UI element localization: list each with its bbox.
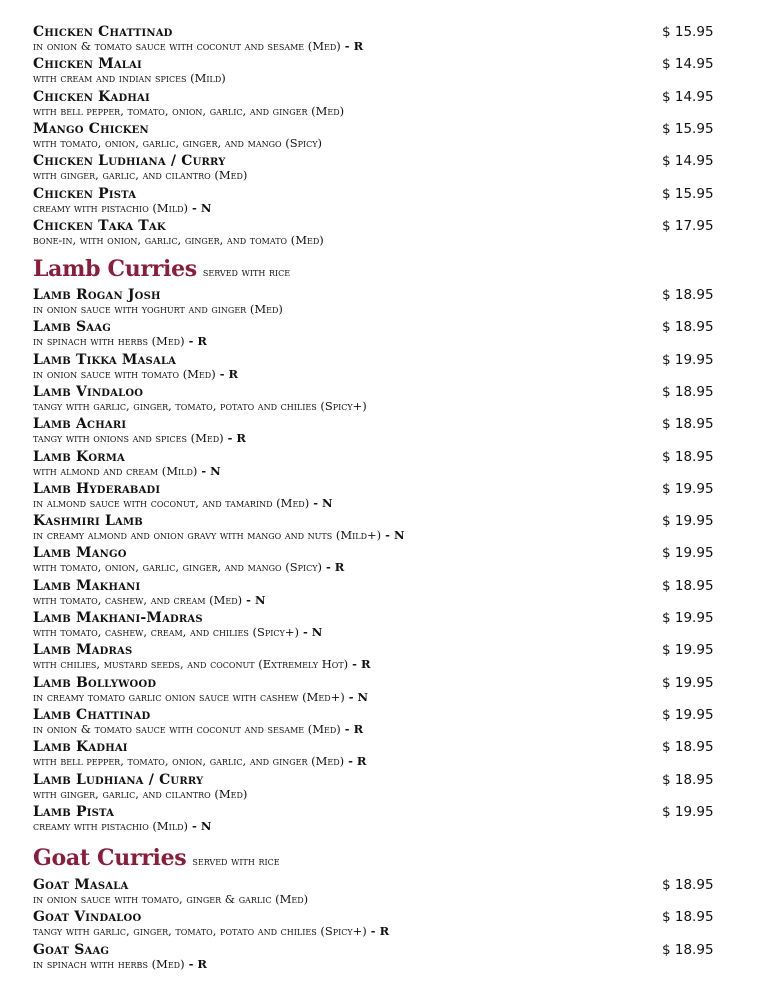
item-description-text: in almond sauce with coconut, and tamarind (Med): [33, 495, 310, 510]
tag-separator: -: [344, 689, 358, 704]
tag-separator: -: [344, 754, 357, 769]
item-description: [33, 754, 366, 768]
tag-separator: -: [340, 39, 354, 53]
item-name: Lamb Ludhiana / Curry: [33, 771, 204, 788]
tag-separator: -: [242, 592, 255, 607]
item-description: [33, 496, 333, 510]
item-description-text: in onion sauce with tomato (Med): [33, 366, 216, 381]
item-description: [33, 957, 207, 971]
tag-separator: -: [322, 560, 335, 575]
dietary-tag: R: [353, 721, 364, 736]
item-description: [33, 625, 322, 639]
item-name: Goat Masala: [33, 877, 129, 893]
item-price: $ 18.95: [662, 739, 714, 756]
item-description: [33, 302, 283, 316]
item-name: Lamb Madras: [33, 642, 133, 659]
item-description-text: with tomato, cashew, cream, and chilies (Spicy+): [33, 625, 299, 639]
item-name: Lamb Makhani: [33, 577, 141, 594]
tag-separator: -: [223, 431, 237, 446]
item-description-text: in onion & tomato sauce with coconut and sesame (Med): [33, 39, 341, 53]
item-name: Lamb Kadhai: [33, 739, 128, 756]
dietary-tag: R: [197, 334, 207, 349]
item-description-text: with ginger, garlic, and cilantro (Med): [33, 168, 248, 183]
item-price: $ 19.95: [662, 610, 714, 626]
item-name: Lamb Vindaloo: [33, 383, 144, 400]
item-price: $ 18.95: [662, 941, 714, 958]
item-name: Lamb Saag: [33, 319, 111, 336]
item-name: Chicken Pista: [33, 185, 137, 202]
item-description-text: with tomato, onion, garlic, ginger, and mango (Spicy): [33, 135, 322, 150]
dietary-tag: R: [228, 366, 239, 381]
item-description-text: in onion sauce with tomato, ginger & garlic (Med): [33, 892, 309, 906]
dietary-tag: R: [360, 657, 371, 672]
item-name: Chicken Taka Tak: [33, 217, 166, 234]
item-description: [33, 657, 371, 671]
item-price: $ 18.95: [662, 319, 714, 336]
item-description-text: with bell pepper, tomato, onion, garlic, and ginger (Med): [33, 754, 345, 769]
item-description: [33, 334, 207, 348]
item-description: [33, 136, 322, 150]
tag-separator: -: [366, 924, 380, 939]
item-price: $ 18.95: [662, 448, 714, 465]
item-description: [33, 528, 404, 542]
item-name: Lamb Achari: [33, 416, 127, 433]
item-description-text: in creamy almond and onion gravy with mango and nuts (Mild+): [33, 528, 382, 543]
item-price: $ 15.95: [662, 120, 714, 137]
item-description-text: in onion sauce with yoghurt and ginger (Med): [33, 302, 283, 316]
item-name: Chicken Ludhiana / Curry: [33, 153, 226, 170]
item-name: Chicken Chattinad: [33, 24, 173, 40]
item-description: [33, 690, 368, 704]
dietary-tag: R: [353, 39, 364, 53]
item-description: [33, 924, 389, 938]
item-price: $ 19.95: [662, 480, 714, 497]
dietary-tag: N: [321, 495, 333, 510]
dietary-tag: R: [356, 754, 367, 769]
item-name: Chicken Malai: [33, 56, 142, 73]
item-name: Kashmiri Lamb: [33, 513, 143, 530]
item-name: Lamb Bollywood: [33, 674, 157, 691]
item-name: Goat Saag: [33, 941, 110, 958]
tag-separator: -: [184, 334, 198, 349]
item-description-text: in creamy tomato garlic onion sauce with cashew (Med+): [33, 689, 345, 704]
tag-separator: -: [348, 657, 361, 672]
item-description: [33, 464, 221, 478]
dietary-tag: N: [200, 200, 212, 215]
item-description-text: in onion & tomato sauce with coconut and sesame (Med): [33, 721, 341, 736]
item-name: Goat Vindaloo: [33, 909, 142, 926]
item-name: Lamb Korma: [33, 448, 126, 465]
item-name: Lamb Tikka Masala: [33, 351, 177, 368]
item-price: $ 19.95: [662, 803, 714, 820]
item-description: [33, 892, 308, 906]
item-name: Lamb Chattinad: [33, 706, 151, 723]
dietary-tag: R: [197, 956, 207, 971]
item-price: $ 19.95: [662, 545, 714, 562]
tag-separator: -: [215, 366, 229, 381]
section-subtitle: served with rice: [192, 854, 280, 868]
item-price: $ 14.95: [662, 88, 714, 105]
item-name: Lamb Rogan Josh: [33, 287, 161, 303]
item-name: Lamb Mango: [33, 545, 127, 562]
item-price: $ 19.95: [662, 706, 714, 723]
item-description: [33, 168, 247, 182]
item-price: $ 15.95: [662, 24, 714, 40]
item-description-text: tangy with garlic, ginger, tomato, potato and chilies (Spicy+): [33, 924, 367, 939]
tag-separator: -: [381, 528, 394, 543]
item-description-text: in spinach with herbs (Med): [33, 956, 185, 971]
item-price: $ 18.95: [662, 877, 714, 893]
item-price: $ 19.95: [662, 674, 714, 691]
dietary-tag: N: [200, 818, 212, 833]
dietary-tag: N: [210, 463, 221, 478]
dietary-tag: N: [254, 592, 266, 607]
item-price: $ 19.95: [662, 513, 714, 530]
item-name: Chicken Kadhai: [33, 88, 150, 105]
item-description-text: with bell pepper, tomato, onion, garlic, and ginger (Med): [33, 103, 345, 118]
item-description-text: with tomato, cashew, and cream (Med): [33, 592, 243, 607]
item-price: $ 19.95: [662, 642, 714, 659]
section-title: Goat Curries: [33, 845, 187, 871]
item-description: [33, 367, 238, 381]
item-description-text: tangy with garlic, ginger, tomato, potato and chilies (Spicy+): [33, 398, 367, 413]
item-price: $ 15.95: [662, 185, 714, 202]
item-description-text: tangy with onions and spices (Med): [33, 431, 224, 446]
item-description: [33, 787, 247, 801]
item-price: $ 14.95: [662, 56, 714, 73]
item-description: [33, 233, 324, 247]
tag-separator: -: [184, 956, 198, 971]
item-price: $ 19.95: [662, 351, 714, 368]
item-description: [33, 819, 211, 833]
section-title: Lamb Curries: [33, 256, 197, 282]
dietary-tag: R: [334, 560, 345, 575]
dietary-tag: N: [311, 625, 323, 639]
item-price: $ 14.95: [662, 153, 714, 170]
item-description-text: with ginger, garlic, and cilantro (Med): [33, 786, 248, 801]
dietary-tag: N: [357, 689, 369, 704]
item-price: $ 18.95: [662, 577, 714, 594]
tag-separator: -: [340, 721, 354, 736]
goat-section-header: [33, 845, 280, 871]
item-description: [33, 71, 226, 85]
item-description: [33, 39, 363, 53]
item-description-text: with tomato, onion, garlic, ginger, and mango (Spicy): [33, 560, 322, 575]
item-description: [33, 201, 211, 215]
item-name: Mango Chicken: [33, 120, 149, 137]
tag-separator: -: [197, 463, 211, 478]
item-price: $ 18.95: [662, 383, 714, 400]
section-subtitle: served with rice: [202, 265, 291, 279]
item-description-text: with almond and cream (Mild): [33, 463, 198, 478]
tag-separator: -: [298, 625, 312, 639]
item-price: $ 18.95: [662, 416, 714, 433]
dietary-tag: R: [379, 924, 390, 939]
dietary-tag: N: [393, 528, 405, 543]
item-name: Lamb Pista: [33, 803, 115, 820]
item-description-text: with cream and indian spices (Mild): [33, 71, 226, 86]
item-name: Lamb Hyderabadi: [33, 480, 161, 497]
item-name: Lamb Makhani-Madras: [33, 610, 203, 626]
item-description-text: creamy with pistachio (Mild): [33, 818, 189, 833]
tag-separator: -: [309, 495, 322, 510]
item-description-text: in spinach with herbs (Med): [33, 334, 185, 349]
item-description-text: bone-in, with onion, garlic, ginger, and tomato (Med): [33, 232, 324, 247]
item-description: [33, 593, 265, 607]
item-description: [33, 722, 363, 736]
item-price: $ 18.95: [662, 771, 714, 788]
item-description: [33, 399, 367, 413]
item-price: $ 18.95: [662, 909, 714, 926]
item-price: $ 18.95: [662, 287, 714, 303]
item-description: [33, 431, 246, 445]
item-description-text: creamy with pistachio (Mild): [33, 200, 189, 215]
item-price: $ 17.95: [662, 217, 714, 234]
item-description-text: with chilies, mustard seeds, and coconut (Extremely Hot): [33, 657, 349, 672]
tag-separator: -: [188, 818, 201, 833]
item-description: [33, 560, 344, 574]
item-description: [33, 104, 344, 118]
tag-separator: -: [188, 200, 201, 215]
dietary-tag: R: [236, 431, 246, 446]
lamb-section-header: [33, 256, 290, 282]
